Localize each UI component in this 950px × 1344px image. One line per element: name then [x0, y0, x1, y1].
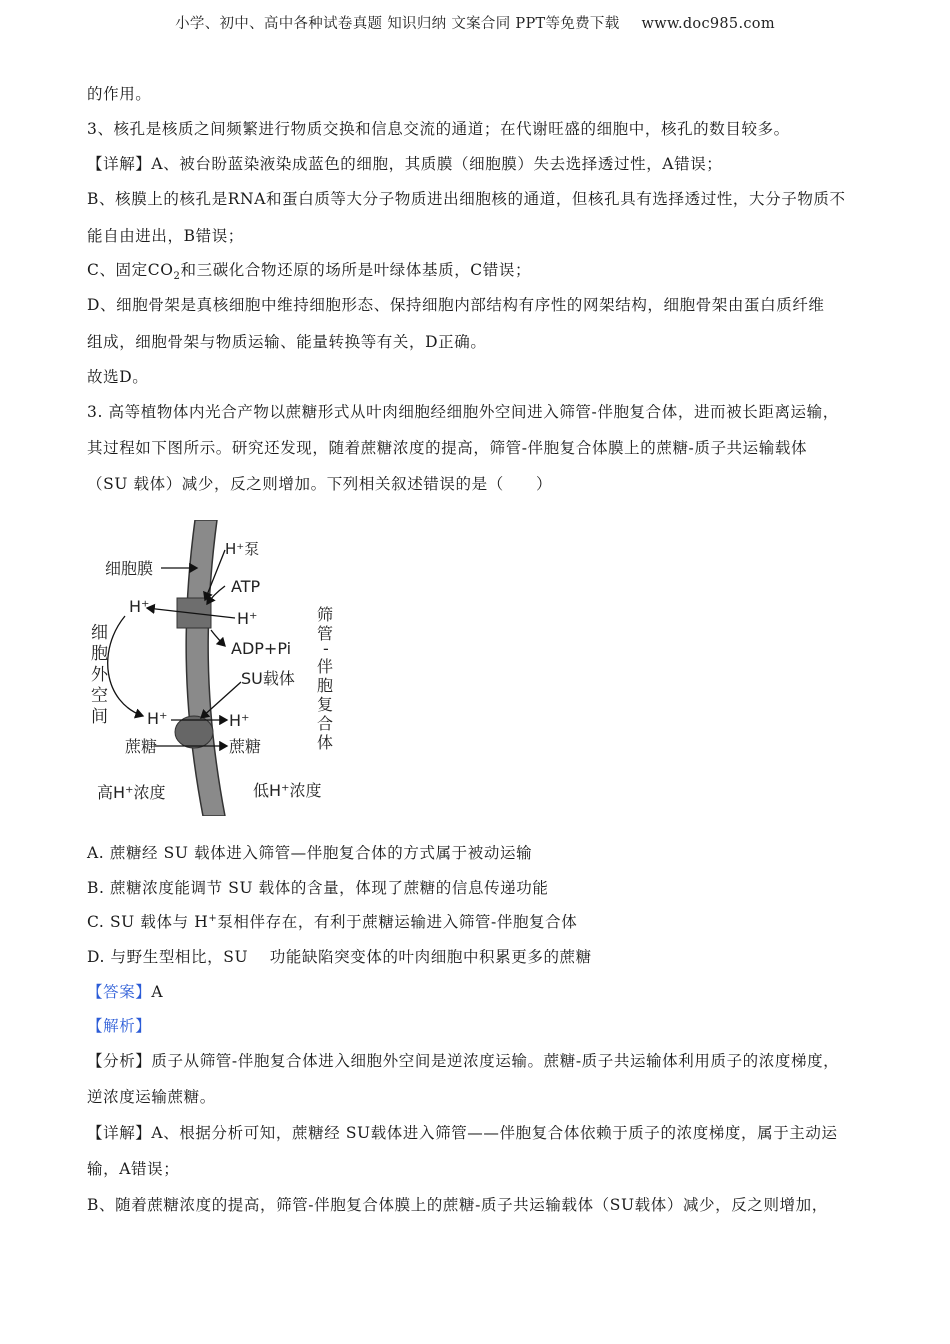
text-line: B、核膜上的核孔是RNA和蛋白质等大分子物质进出细胞核的通道，但核孔具有选择透过性，大分子物质不 — [87, 190, 846, 208]
detail-tag: 【详解】 — [87, 1124, 152, 1142]
svg-text:合: 合 — [317, 714, 334, 733]
detail-line: 【详解】A、根据分析可知，蔗糖经 SU载体进入筛管——伴胞复合体依赖于质子的浓度梯度，属于主动运 — [87, 1124, 838, 1142]
option-a: A. 蔗糖经 SU 载体进入筛管—伴胞复合体的方式属于被动运输 — [87, 844, 533, 862]
svg-text:胞: 胞 — [317, 676, 334, 695]
detail-tag: 【详解】 — [87, 155, 152, 173]
svg-text:伴: 伴 — [317, 657, 334, 676]
fenxi-tag: 【分析】 — [87, 1052, 152, 1070]
extracellular-space-label — [91, 623, 109, 727]
answer-line — [87, 980, 877, 1002]
svg-text:外: 外 — [91, 665, 108, 685]
svg-text:细: 细 — [91, 623, 108, 643]
text-line: 组成，细胞骨架与物质运输、能量转换等有关，D正确。 — [87, 333, 487, 351]
pump-label: H⁺泵 — [225, 540, 260, 558]
svg-text:管: 管 — [317, 624, 334, 643]
sucrose-left: 蔗糖 — [125, 737, 158, 756]
low-h-label: 低H⁺浓度 — [253, 781, 322, 800]
atp-label: ATP — [231, 577, 261, 596]
svg-text:体: 体 — [317, 733, 334, 752]
text-line: 能自由进出，B错误； — [87, 227, 244, 245]
option-d: D. 与野生型相比，SU 功能缺陷突变体的叶肉细胞中积累更多的蔗糖 — [87, 948, 592, 966]
text-line: D、细胞骨架是真核细胞中维持细胞形态、保持细胞内部结构有序性的网架结构，细胞骨架由蛋白质纤维 — [87, 296, 825, 314]
svg-text:筛: 筛 — [317, 605, 334, 624]
analysis-tag: 【解析】 — [87, 1017, 152, 1035]
analysis-line: 逆浓度运输蔗糖。 — [87, 1088, 216, 1106]
text-line: 【详解】A、被台盼蓝染液染成蓝色的细胞，其质膜（细胞膜）失去选择透过性，A错误； — [87, 155, 723, 173]
question-line: 其过程如下图所示。研究还发现，随着蔗糖浓度的提高，筛管-伴胞复合体膜上的蔗糖-质子共运输载体 — [87, 439, 808, 457]
header-url[interactable]: www.doc985.com — [641, 16, 775, 32]
h-left-top: H⁺ — [129, 597, 150, 616]
h-right-bottom: H⁺ — [229, 711, 250, 730]
su-label: SU载体 — [241, 669, 295, 688]
detail-line: B、随着蔗糖浓度的提高，筛管-伴胞复合体膜上的蔗糖-质子共运输载体（SU载体）减少，反之则增加， — [87, 1196, 828, 1214]
h-right-top: H⁺ — [237, 609, 258, 628]
h-left-bottom: H⁺ — [147, 709, 168, 728]
membrane-label: 细胞膜 — [105, 559, 154, 578]
svg-text:复: 复 — [317, 695, 334, 714]
option-c: C. SU 载体与 H+泵相伴存在，有利于蔗糖运输进入筛管-伴胞复合体 — [87, 912, 578, 931]
svg-text:间: 间 — [91, 707, 108, 727]
text-line: 故选D。 — [87, 368, 149, 386]
adp-label: ADP+Pi — [231, 639, 292, 658]
text-line: C、固定$CO_2$和三碳化合物还原的场所是叶绿体基质，C错误； — [87, 261, 532, 283]
header-banner: 小学、初中、高中各种试卷真题 知识归纳 文案合同 PPT等免费下载 — [175, 16, 620, 32]
detail-line: 输，A错误； — [87, 1160, 180, 1178]
high-h-label: 高H⁺浓度 — [97, 783, 166, 802]
svg-text:空: 空 — [91, 686, 108, 706]
option-b: B. 蔗糖浓度能调节 SU 载体的含量，体现了蔗糖的信息传递功能 — [87, 879, 549, 897]
sucrose-right: 蔗糖 — [229, 737, 262, 756]
analysis-line: 【分析】质子从筛管-伴胞复合体进入细胞外空间是逆浓度运输。蔗糖-质子共运输体利用质子的浓度梯度， — [87, 1052, 840, 1070]
sucrose-transport-diagram — [85, 520, 350, 816]
svg-text:胞: 胞 — [91, 644, 108, 664]
question-line: 3. 高等植物体内光合产物以蔗糖形式从叶肉细胞经细胞外空间进入筛管-伴胞复合体，进而被长距离运输， — [87, 403, 839, 421]
text-line: 3、核孔是核质之间频繁进行物质交换和信息交流的通道；在代谢旺盛的细胞中，核孔的数目较多。 — [87, 120, 790, 138]
svg-text:-: - — [323, 639, 329, 658]
sieve-companion-complex-label — [317, 605, 333, 752]
answer-tag: 【答案】 — [87, 983, 152, 1001]
text-line: 的作用。 — [87, 85, 152, 103]
answer-value: A — [151, 983, 164, 1001]
su-carrier-icon — [175, 716, 213, 748]
question-line: （SU 载体）减少，反之则增加。下列相关叙述错误的是（ ） — [87, 475, 553, 493]
page-header — [0, 12, 950, 33]
